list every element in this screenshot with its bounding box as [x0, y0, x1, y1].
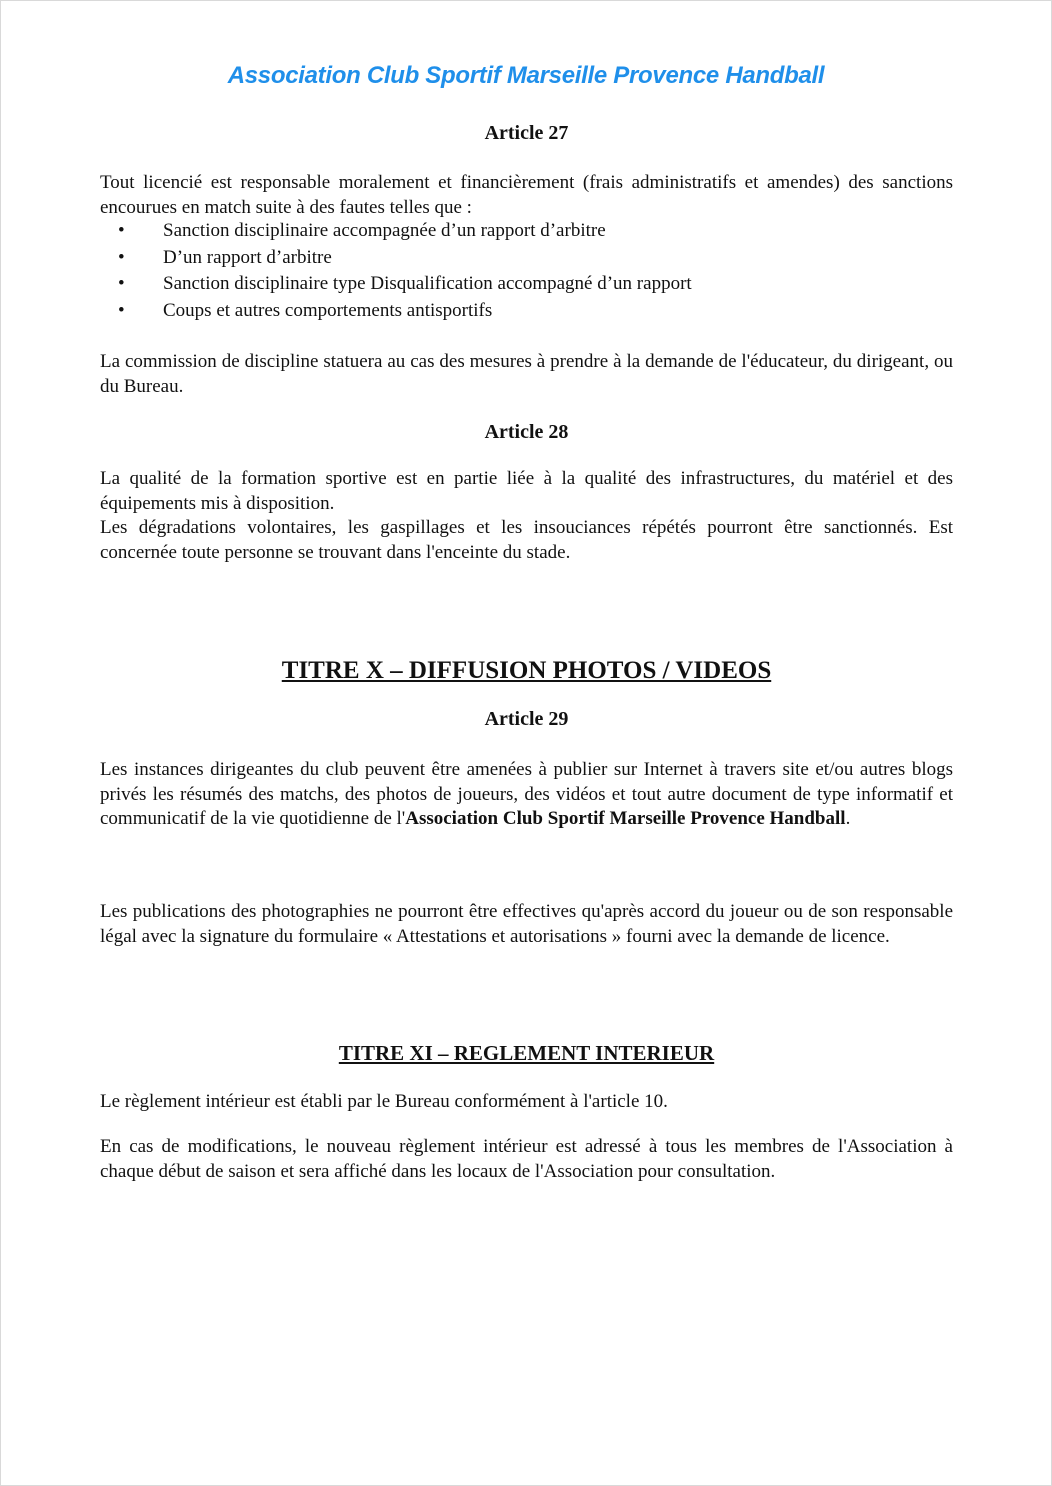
- bullet-icon: •: [118, 246, 125, 268]
- article-27-title: Article 27: [484, 122, 569, 144]
- list-item: [100, 271, 953, 298]
- article-27-list: [100, 218, 953, 324]
- article-28-title: Article 28: [484, 421, 569, 443]
- list-item-text: Sanction disciplinaire type Disqualification accompagné d’un rapport: [163, 273, 692, 294]
- article-29-text-end: .: [845, 808, 851, 829]
- article-27-intro: Tout licencié est responsable moralement et financièrement (frais administratifs et amendes) des sanctions encourues en match suite à des fautes telles que :: [100, 172, 953, 218]
- list-item-text: Coups et autres comportements antisportifs: [163, 299, 493, 321]
- article-29-paragraph-1: [100, 758, 953, 832]
- article-27-closing: La commission de discipline statuera au cas des mesures à prendre à la demande de l'éducateur, du dirigeant, ou du Bureau.: [100, 351, 953, 397]
- article-28-paragraph-1: La qualité de la formation sportive est en partie liée à la qualité des infrastructures, du matériel et des équipements mis à disposition.: [100, 468, 953, 514]
- bullet-icon: •: [118, 299, 125, 321]
- titre-xi-heading: TITRE XI – REGLEMENT INTERIEUR: [338, 1041, 715, 1065]
- association-name: Association Club Sportif Marseille Provence Handball: [405, 808, 846, 829]
- list-item: [100, 298, 953, 325]
- document-header: Association Club Sportif Marseille Provence Handball: [227, 62, 825, 89]
- list-item: [100, 245, 953, 272]
- titre-x-heading: TITRE X – DIFFUSION PHOTOS / VIDEOS: [281, 657, 772, 684]
- article-29-paragraph-2: Les publications des photographies ne pourront être effectives qu'après accord du joueur ou de son responsable légal avec la signature du formulaire « Attestations et autorisations » fourni avec la demande de licence.: [100, 901, 953, 947]
- article-29-text: Les instances dirigeantes du club peuvent être amenées à publier sur Internet à travers site et/ou autres blogs privés les résumés des matchs, des photos de joueurs, des vidéos et tout autre document de type informatif et communicatif de la vie quotidienne de l': [100, 759, 953, 829]
- list-item-text: D’un rapport d’arbitre: [163, 246, 332, 268]
- titre-xi-paragraph-2: En cas de modifications, le nouveau règlement intérieur est adressé à tous les membres de l'Association à chaque début de saison et sera affiché dans les locaux de l'Association pour consultation.: [100, 1136, 953, 1182]
- article-28-paragraph-2: Les dégradations volontaires, les gaspillages et les insouciances répétés pourront être sanctionnés. Est concernée toute personne se trouvant dans l'enceinte du stade.: [100, 517, 953, 563]
- titre-xi-paragraph-1: Le règlement intérieur est établi par le Bureau conformément à l'article 10.: [100, 1091, 668, 1112]
- bullet-icon: •: [118, 273, 125, 294]
- list-item-text: Sanction disciplinaire accompagnée d’un rapport d’arbitre: [163, 220, 606, 241]
- article-29-title: Article 29: [484, 708, 569, 730]
- list-item: [100, 218, 953, 245]
- bullet-icon: •: [118, 220, 125, 241]
